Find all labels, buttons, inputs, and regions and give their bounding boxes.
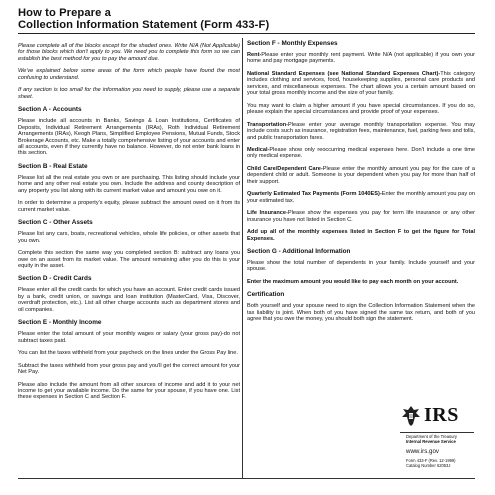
total-expenses-note: Add up all of the monthly expenses listed in Section F to get the figure for Total Expenses. <box>247 229 475 242</box>
transportation-paragraph <box>247 122 475 141</box>
section-c-text-1: Please list any cars, boats, recreational vehicles, whole life policies, or other assets that you own. <box>18 231 240 244</box>
form-number-line-2: Catalog Number 62053J <box>406 462 451 468</box>
form-number-line-1: Form 433-F (Rev. 12-1999) <box>406 458 456 463</box>
title-line-1: How to Prepare a <box>18 7 111 19</box>
estimated-tax-label: Quarterly Estimated Tax Payments (Form 1040ES)- <box>247 191 382 198</box>
intro-paragraph-1: Please complete all of the blocks except for the shaded ones. Write N/A (Not Applicable) for those blocks which don't apply to you. We need you to complete this form so we can establish the best method for you to pay the amount due. <box>18 43 240 62</box>
child-care-label: Child Care/Dependent Care- <box>247 165 323 172</box>
bottom-divider <box>18 478 475 479</box>
nse-text: This category includes clothing and services, food, housekeeping supplies, personal care products and services, and miscellaneous expenses. The chart allows you a certain amount based on your total gross monthly income and the size of your family. <box>247 70 475 97</box>
rent-label: Rent- <box>247 52 262 58</box>
page-title <box>18 7 478 31</box>
irs-website: www.irs.gov <box>406 448 440 455</box>
nse-label: National Standard Expenses (see National Standard Expenses Chart)- <box>247 70 441 77</box>
title-divider <box>18 33 475 34</box>
irs-logo <box>398 402 476 432</box>
section-d-text: Please enter all the credit cards for which you have an account. Enter credit cards issued by a bank, credit union, or savings and loan institution (MasterCard, Visa, Discover, overdraft protection, etc.). List all other charge accounts such as department stores and oil companies. <box>18 287 240 313</box>
section-a-text: Please include all accounts in Banks, Savings & Loan Institutions, Certificates of Deposits, Individual Retirement Arrangements (IRAs), Roth Individual Retirement Arrangements (IRAs), Keogh Plans, Simplified Employee Pensions, Mutual Funds, Stock Brokerage Accounts, etc. Make a totally comprehensive listing of your accounts and enter all accounts, even if they currently have no balance. However, do not enter bank loans in this section. <box>18 118 240 157</box>
column-divider <box>242 38 243 478</box>
left-column <box>18 43 240 407</box>
section-e-text-1: Please enter the total amount of your monthly wages or salary (your gross pay)-do not subtract taxes paid. <box>18 331 240 344</box>
section-a-heading: Section A - Accounts <box>18 106 82 114</box>
section-c-heading: Section C - Other Assets <box>18 219 93 227</box>
medical-text: Please show only reoccurring medical expenses here. Don't include a one time only medical expense. <box>247 146 475 160</box>
estimated-tax-text: Enter the monthly amount you pay on your estimated tax. <box>247 191 475 204</box>
section-f-heading: Section F - Monthly Expenses <box>247 40 338 47</box>
section-e-text-4: Please also include the amount from all other sources of income and add it to your net income to get your available income. Do the same for your spouse, if you have one. List these expenses in Section C and Section F. <box>18 381 240 401</box>
section-e-heading: Section E - Monthly Income <box>18 319 102 327</box>
department-line-2: Internal Revenue Service <box>406 438 456 444</box>
department-line-1: Department of the Treasury <box>406 434 457 439</box>
section-b-heading: Section B - Real Estate <box>18 162 88 170</box>
life-insurance-label: Life Insurance- <box>247 210 288 217</box>
section-e-text-2: You can list the taxes withheld from your paycheck on the lines under the Gross Pay line. <box>18 350 238 357</box>
section-g-bold-text: Enter the maximum amount you would like to pay each month on your account. <box>247 278 459 285</box>
estimated-tax-paragraph <box>247 191 475 204</box>
department-text <box>406 435 474 445</box>
irs-logo-text: IRS <box>424 404 459 426</box>
eagle-icon <box>400 404 422 428</box>
medical-paragraph <box>247 147 475 160</box>
section-g-heading: Section G - Additional Information <box>247 247 351 255</box>
child-care-text: Please enter the monthly amount you pay for the care of a dependent child or adult. Someone is your dependent when you pay for more than half of their support. <box>247 165 476 185</box>
title-line-2: Collection Information Statement (Form 433-F) <box>18 19 270 31</box>
rent-paragraph <box>247 52 475 65</box>
nse-paragraph-2: You may want to claim a higher amount if you have special circumstances. If you do so, please explain the special circumstances and provide proof of your expenses. <box>247 102 475 116</box>
certification-text: Both yourself and your spouse need to sign the Collection Information Statement when the tax liability is joint. When both of you have signed the same tax return, and both of you agree that you owe the money, you should both sign the statement. <box>247 303 475 323</box>
intro-paragraph-3: If any section is too small for the information you need to supply, please use a separate sheet. <box>18 87 240 100</box>
nse-paragraph <box>247 71 475 97</box>
child-care-paragraph <box>247 166 475 185</box>
section-g-text: Please show the total number of dependents in your family. Include yourself and your spouse. <box>247 259 475 273</box>
irs-logo-block <box>398 402 476 477</box>
rent-text: Please enter your monthly rent payment. Write N/A (not applicable) if you own your home and pay mortgage payments. <box>247 52 475 65</box>
irs-divider <box>400 432 474 433</box>
section-b-text-2: In order to determine a property's equity, please subtract the amount owed on it from its current market value. <box>18 200 240 213</box>
medical-label: Medical- <box>247 146 270 153</box>
life-insurance-paragraph <box>247 210 475 223</box>
section-b-text-1: Please list all the real estate you own or are purchasing. This listing should include your home and any other real estate you own. Include the address and county description of any property you list along with its current market value and amount you owe on it. <box>18 174 240 194</box>
intro-paragraph-2: We've explained below some areas of the form which people have found the most confusing to understand. <box>18 68 240 81</box>
section-d-heading: Section D - Credit Cards <box>18 275 92 283</box>
right-column <box>247 40 475 329</box>
certification-heading: Certification <box>247 291 285 299</box>
form-number <box>406 459 476 469</box>
transportation-label: Transportation- <box>247 121 289 128</box>
life-insurance-text: Please show the expenses you pay for term life insurance or any other insurance you have not listed in Section C. <box>247 210 475 223</box>
section-e-text-3: Subtract the taxes withheld from your gross pay and you'll get the correct amount for your Net Pay. <box>18 362 240 376</box>
transportation-text: Please enter your average monthly transportation expense. You may include costs such as insurance, registration fees, maintenance, fuel, parking fees and tolls, and public transportation fares. <box>247 121 475 141</box>
section-c-text-2: Complete this section the same way you completed section B: subtract any loans you owe on an asset from its market value. The amount remaining after you do this is your equity in the asset. <box>18 250 240 269</box>
